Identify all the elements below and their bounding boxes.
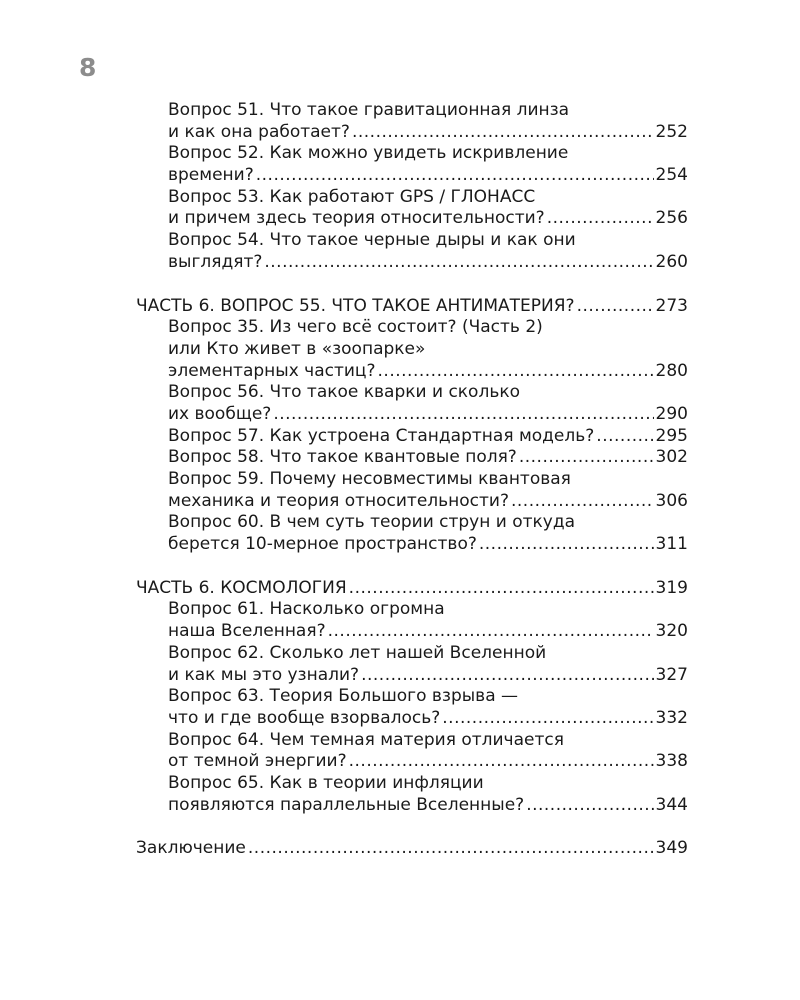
toc-entry-last-line [136, 578, 688, 600]
toc-dot-leader [349, 578, 654, 600]
toc-dot-leader [526, 795, 653, 817]
toc-part-entry[interactable] [136, 578, 688, 600]
section-gap [136, 816, 688, 838]
toc-page-number: 306 [655, 490, 688, 511]
toc-entry-line: Вопрос 64. Чем темная материя отличается [168, 729, 564, 750]
toc-entry-line: Вопрос 54. Что такое черные дыры и как они [168, 230, 576, 251]
toc-entry-line: Вопрос 63. Теория Большого взрыва — [168, 686, 519, 707]
toc-dot-leader [349, 751, 654, 773]
toc-entry-text: что и где вообще взорвалось? [168, 707, 441, 728]
toc-entry-line: Вопрос 56. Что такое кварки и сколько [168, 382, 521, 403]
toc-question-entry[interactable] [136, 187, 688, 230]
toc-page-number: 302 [655, 447, 688, 468]
toc-entry-line: или Кто живет в «зоопарке» [168, 338, 426, 359]
toc-entry-last-line [136, 621, 688, 643]
toc-page-number: 319 [655, 577, 688, 598]
toc-entry-text: появляются параллельные Вселенные? [168, 794, 525, 815]
toc-page-number: 280 [655, 360, 688, 381]
toc-question-entry[interactable] [136, 382, 688, 425]
toc-dot-leader [361, 665, 653, 687]
toc-part-entry[interactable] [136, 296, 688, 318]
toc-page-number: 332 [655, 707, 688, 728]
toc-entry-text: и причем здесь теория относительности? [168, 208, 545, 229]
toc-dot-leader [442, 708, 653, 730]
toc-entry-text: и как мы это узнали? [168, 664, 360, 685]
toc-entry-line: Вопрос 35. Из чего всё состоит? (Часть 2) [168, 317, 543, 338]
page-number: 8 [79, 53, 97, 82]
toc-entry-last-line [136, 122, 688, 144]
toc-dot-leader [479, 534, 654, 556]
toc-entry-text: Вопрос 57. Как устроена Стандартная модель? [168, 425, 595, 446]
toc-entry-text: Вопрос 58. Что такое квантовые поля? [168, 447, 517, 468]
toc-entry-line: Вопрос 51. Что такое гравитационная линза [168, 100, 570, 120]
toc-question-entry[interactable] [136, 643, 688, 686]
toc-entry-line: Вопрос 65. Как в теории инфляции [168, 772, 484, 793]
toc-entry-line: Вопрос 53. Как работают GPS / ГЛОНАСС [168, 186, 536, 207]
toc-dot-leader [577, 296, 654, 318]
toc-page-number: 349 [655, 838, 688, 859]
toc-entry-line: Вопрос 62. Сколько лет нашей Вселенной [168, 642, 547, 663]
toc-question-entry[interactable] [136, 469, 688, 512]
toc-page-number: 344 [655, 794, 688, 815]
toc-dot-leader [519, 447, 654, 469]
toc-part-entry[interactable] [136, 838, 688, 860]
toc-entry-last-line [136, 665, 688, 687]
toc-entry-line: Вопрос 52. Как можно увидеть искривление [168, 143, 569, 164]
toc-entry-last-line [136, 165, 688, 187]
toc-entry-text: от темной энергии? [168, 751, 347, 772]
toc-dot-leader [352, 122, 654, 144]
toc-dot-leader [378, 361, 654, 383]
section-gap [136, 556, 688, 578]
toc-entry-text: берется 10-мерное пространство? [168, 534, 477, 555]
toc-entry-last-line [136, 208, 688, 230]
toc-dot-leader [511, 491, 654, 513]
toc-dot-leader [248, 838, 654, 860]
toc-dot-leader [264, 252, 653, 274]
toc-entry-last-line [136, 795, 688, 817]
toc-question-entry[interactable] [136, 426, 688, 448]
toc-entry-last-line [136, 751, 688, 773]
toc-entry-text: выглядят? [168, 251, 263, 272]
toc-page-number: 252 [655, 121, 688, 142]
toc-entry-text: ЧАСТЬ 6. КОСМОЛОГИЯ [136, 577, 347, 598]
toc-entry-last-line [136, 447, 688, 469]
toc-entry-line: Вопрос 61. Насколько огромна [168, 599, 445, 620]
toc-question-entry[interactable] [136, 447, 688, 469]
toc-entry-line: Вопрос 59. Почему несовместимы квантовая [168, 469, 571, 489]
toc-entry-text: ЧАСТЬ 6. ВОПРОС 55. ЧТО ТАКОЕ АНТИМАТЕРИЯ? [136, 295, 575, 316]
toc-question-entry[interactable] [136, 143, 688, 186]
toc-page-number: 260 [655, 251, 688, 272]
toc-entry-text: времени? [168, 165, 254, 186]
toc-question-entry[interactable] [136, 100, 688, 143]
toc-entry-text: их вообще? [168, 403, 272, 424]
toc-entry-last-line [136, 404, 688, 426]
toc-page-number: 327 [655, 664, 688, 685]
toc-entry-last-line [136, 426, 688, 448]
toc-entry-last-line [136, 296, 688, 318]
toc-question-entry[interactable] [136, 686, 688, 729]
section-gap [136, 274, 688, 296]
toc-question-entry[interactable] [136, 773, 688, 816]
toc-dot-leader [328, 621, 654, 643]
toc-question-entry[interactable] [136, 730, 688, 773]
toc-entry-last-line [136, 491, 688, 513]
toc-entry-text: механика и теория относительности? [168, 490, 509, 511]
toc-dot-leader [256, 165, 654, 187]
toc-entry-last-line [136, 252, 688, 274]
toc-question-entry[interactable] [136, 599, 688, 642]
toc-page-number: 254 [655, 165, 688, 186]
toc-entry-text: Заключение [136, 838, 246, 859]
toc-entry-text: наша Вселенная? [168, 621, 326, 642]
toc-entry-text: и как она работает? [168, 121, 350, 142]
toc-entry-last-line [136, 838, 688, 860]
toc-page-number: 338 [655, 751, 688, 772]
toc-dot-leader [596, 426, 653, 448]
toc-page-number: 311 [655, 534, 688, 555]
toc-entry-last-line [136, 708, 688, 730]
toc-page-number: 273 [655, 295, 688, 316]
toc-entry-last-line [136, 361, 688, 383]
toc-question-entry[interactable] [136, 512, 688, 555]
toc-question-entry[interactable] [136, 230, 688, 273]
toc-page-number: 295 [655, 425, 688, 446]
toc-entry-last-line [136, 534, 688, 556]
table-of-contents [136, 100, 688, 860]
toc-page-number: 320 [655, 621, 688, 642]
toc-page-number: 256 [655, 208, 688, 229]
toc-question-entry[interactable] [136, 317, 688, 382]
toc-entry-line: Вопрос 60. В чем суть теории струн и откуда [168, 512, 576, 533]
toc-dot-leader [273, 404, 653, 426]
toc-page-number: 290 [655, 403, 688, 424]
toc-entry-text: элементарных частиц? [168, 360, 376, 381]
toc-dot-leader [547, 208, 654, 230]
